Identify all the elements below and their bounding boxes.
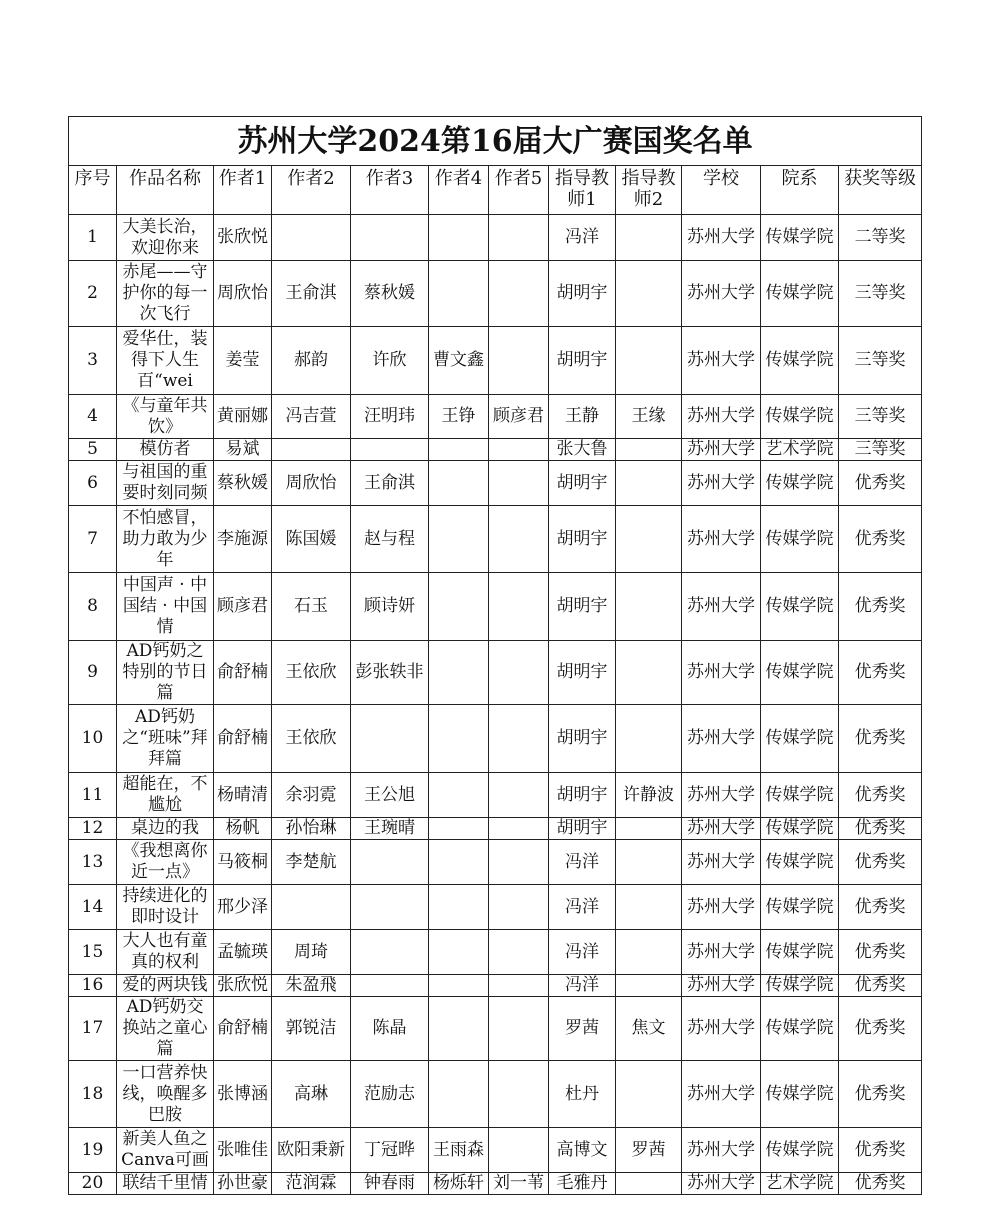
advisor-1-cell: 罗茜	[549, 997, 616, 1061]
author-5-cell	[489, 997, 549, 1061]
author-5-cell	[489, 461, 549, 506]
department-cell: 传媒学院	[761, 327, 839, 395]
author-5-cell	[489, 215, 549, 261]
table-row	[69, 840, 922, 885]
author-3-cell	[351, 705, 429, 773]
advisor-1-cell: 冯洋	[549, 975, 616, 997]
table-row	[69, 641, 922, 705]
author-2-cell: 陈国媛	[272, 506, 351, 573]
advisor-1-cell: 胡明宇	[549, 773, 616, 818]
department-cell: 传媒学院	[761, 215, 839, 261]
department-cell: 传媒学院	[761, 997, 839, 1061]
table-row	[69, 506, 922, 573]
department-cell: 传媒学院	[761, 261, 839, 327]
author-5-cell: 顾彦君	[489, 395, 549, 439]
row-number-cell: 20	[69, 1173, 117, 1195]
table-row	[69, 773, 922, 818]
work-title-cell: 模仿者	[117, 439, 214, 461]
advisor-1-cell: 胡明宇	[549, 818, 616, 840]
header-cell: 院系	[761, 166, 839, 215]
advisor-1-cell: 王静	[549, 395, 616, 439]
table-row	[69, 705, 922, 773]
author-2-cell: 王依欣	[272, 641, 351, 705]
school-cell: 苏州大学	[682, 461, 761, 506]
header-cell: 指导教师1	[549, 166, 616, 215]
advisor-1-cell: 杜丹	[549, 1061, 616, 1128]
header-cell: 指导教师2	[616, 166, 682, 215]
work-title-cell: AD钙奶之“班味”拜拜篇	[117, 705, 214, 773]
advisor-1-cell: 冯洋	[549, 840, 616, 885]
author-4-cell	[429, 641, 489, 705]
header-cell: 学校	[682, 166, 761, 215]
author-3-cell: 汪明玮	[351, 395, 429, 439]
award-level-cell: 三等奖	[839, 327, 922, 395]
author-1-cell: 孟毓瑛	[214, 930, 272, 975]
work-title-cell: 大美长治，欢迎你来	[117, 215, 214, 261]
work-title-cell: 一口营养快线，唤醒多巴胺	[117, 1061, 214, 1128]
header-cell: 作品名称	[117, 166, 214, 215]
author-2-cell: 王俞淇	[272, 261, 351, 327]
advisor-2-cell	[616, 261, 682, 327]
advisor-2-cell	[616, 705, 682, 773]
author-5-cell	[489, 818, 549, 840]
table-row	[69, 975, 922, 997]
author-3-cell	[351, 930, 429, 975]
row-number-cell: 16	[69, 975, 117, 997]
school-cell: 苏州大学	[682, 1061, 761, 1128]
department-cell: 传媒学院	[761, 461, 839, 506]
award-level-cell: 三等奖	[839, 439, 922, 461]
school-cell: 苏州大学	[682, 885, 761, 930]
author-5-cell	[489, 573, 549, 641]
award-level-cell: 优秀奖	[839, 705, 922, 773]
school-cell: 苏州大学	[682, 1173, 761, 1195]
award-level-cell: 优秀奖	[839, 885, 922, 930]
row-number-cell: 1	[69, 215, 117, 261]
advisor-2-cell	[616, 975, 682, 997]
department-cell: 传媒学院	[761, 885, 839, 930]
author-3-cell: 赵与程	[351, 506, 429, 573]
award-level-cell: 二等奖	[839, 215, 922, 261]
award-list-sheet	[68, 116, 921, 1195]
advisor-2-cell: 王缘	[616, 395, 682, 439]
author-5-cell	[489, 1128, 549, 1173]
author-2-cell	[272, 215, 351, 261]
author-2-cell: 王依欣	[272, 705, 351, 773]
school-cell: 苏州大学	[682, 975, 761, 997]
advisor-1-cell: 胡明宇	[549, 461, 616, 506]
author-4-cell	[429, 773, 489, 818]
author-3-cell	[351, 439, 429, 461]
work-title-cell: 爱的两块钱	[117, 975, 214, 997]
author-2-cell: 郝韵	[272, 327, 351, 395]
school-cell: 苏州大学	[682, 506, 761, 573]
award-level-cell: 三等奖	[839, 261, 922, 327]
author-5-cell	[489, 773, 549, 818]
author-4-cell	[429, 705, 489, 773]
author-5-cell	[489, 885, 549, 930]
advisor-2-cell: 罗茜	[616, 1128, 682, 1173]
advisor-2-cell	[616, 439, 682, 461]
row-number-cell: 3	[69, 327, 117, 395]
award-level-cell: 优秀奖	[839, 461, 922, 506]
author-1-cell: 俞舒楠	[214, 705, 272, 773]
work-title-cell: 与祖国的重要时刻同频	[117, 461, 214, 506]
school-cell: 苏州大学	[682, 818, 761, 840]
school-cell: 苏州大学	[682, 840, 761, 885]
author-3-cell	[351, 840, 429, 885]
author-1-cell: 周欣怡	[214, 261, 272, 327]
advisor-2-cell: 焦文	[616, 997, 682, 1061]
header-cell: 作者5	[489, 166, 549, 215]
advisor-2-cell	[616, 641, 682, 705]
department-cell: 艺术学院	[761, 439, 839, 461]
work-title-cell: 不怕感冒，助力敢为少年	[117, 506, 214, 573]
department-cell: 传媒学院	[761, 840, 839, 885]
advisor-2-cell	[616, 461, 682, 506]
work-title-cell: 联结千里情	[117, 1173, 214, 1195]
advisor-1-cell: 胡明宇	[549, 327, 616, 395]
advisor-2-cell	[616, 840, 682, 885]
department-cell: 传媒学院	[761, 705, 839, 773]
author-1-cell: 顾彦君	[214, 573, 272, 641]
author-1-cell: 孙世豪	[214, 1173, 272, 1195]
work-title-cell: AD钙奶交换站之童心篇	[117, 997, 214, 1061]
author-4-cell	[429, 506, 489, 573]
school-cell: 苏州大学	[682, 439, 761, 461]
school-cell: 苏州大学	[682, 930, 761, 975]
author-2-cell: 余羽霓	[272, 773, 351, 818]
author-5-cell	[489, 975, 549, 997]
award-level-cell: 优秀奖	[839, 930, 922, 975]
author-4-cell	[429, 573, 489, 641]
table-row	[69, 327, 922, 395]
row-number-cell: 13	[69, 840, 117, 885]
header-cell: 作者2	[272, 166, 351, 215]
author-2-cell: 高琳	[272, 1061, 351, 1128]
author-4-cell	[429, 1061, 489, 1128]
table-row	[69, 930, 922, 975]
advisor-1-cell: 胡明宇	[549, 641, 616, 705]
author-4-cell	[429, 461, 489, 506]
work-title-cell: 超能在，不尴尬	[117, 773, 214, 818]
department-cell: 传媒学院	[761, 573, 839, 641]
author-1-cell: 邢少泽	[214, 885, 272, 930]
author-2-cell	[272, 885, 351, 930]
department-cell: 传媒学院	[761, 641, 839, 705]
department-cell: 传媒学院	[761, 506, 839, 573]
author-5-cell	[489, 840, 549, 885]
author-5-cell	[489, 261, 549, 327]
table-row	[69, 439, 922, 461]
author-4-cell: 杨烁轩	[429, 1173, 489, 1195]
advisor-2-cell	[616, 215, 682, 261]
advisor-1-cell: 冯洋	[549, 215, 616, 261]
school-cell: 苏州大学	[682, 573, 761, 641]
row-number-cell: 5	[69, 439, 117, 461]
school-cell: 苏州大学	[682, 997, 761, 1061]
department-cell: 传媒学院	[761, 395, 839, 439]
author-4-cell	[429, 215, 489, 261]
author-2-cell: 孙怡琳	[272, 818, 351, 840]
work-title-cell: AD钙奶之特别的节日篇	[117, 641, 214, 705]
advisor-2-cell	[616, 818, 682, 840]
advisor-1-cell: 胡明宇	[549, 261, 616, 327]
school-cell: 苏州大学	[682, 327, 761, 395]
award-level-cell: 优秀奖	[839, 975, 922, 997]
work-title-cell: 赤尾——守护你的每一次飞行	[117, 261, 214, 327]
award-level-cell: 优秀奖	[839, 997, 922, 1061]
header-cell: 作者3	[351, 166, 429, 215]
author-1-cell: 蔡秋媛	[214, 461, 272, 506]
header-cell: 序号	[69, 166, 117, 215]
table-row	[69, 885, 922, 930]
advisor-2-cell	[616, 930, 682, 975]
advisor-2-cell	[616, 1061, 682, 1128]
author-1-cell: 黄丽娜	[214, 395, 272, 439]
advisor-2-cell	[616, 506, 682, 573]
author-2-cell: 周欣怡	[272, 461, 351, 506]
work-title-cell: 爱华仕，装得下人生百“wei	[117, 327, 214, 395]
table-row	[69, 1061, 922, 1128]
row-number-cell: 10	[69, 705, 117, 773]
row-number-cell: 19	[69, 1128, 117, 1173]
author-3-cell: 彭张轶非	[351, 641, 429, 705]
author-1-cell: 张欣悦	[214, 215, 272, 261]
author-1-cell: 姜莹	[214, 327, 272, 395]
table-row	[69, 461, 922, 506]
department-cell: 艺术学院	[761, 1173, 839, 1195]
author-2-cell	[272, 439, 351, 461]
author-1-cell: 张博涵	[214, 1061, 272, 1128]
table-row	[69, 261, 922, 327]
author-5-cell: 刘一苇	[489, 1173, 549, 1195]
author-1-cell: 张欣悦	[214, 975, 272, 997]
table-row	[69, 573, 922, 641]
row-number-cell: 7	[69, 506, 117, 573]
award-level-cell: 优秀奖	[839, 840, 922, 885]
work-title-cell: 中国声 · 中国结 · 中国情	[117, 573, 214, 641]
advisor-2-cell	[616, 327, 682, 395]
author-3-cell	[351, 975, 429, 997]
table-row	[69, 1173, 922, 1195]
table-row	[69, 818, 922, 840]
author-1-cell: 李施源	[214, 506, 272, 573]
author-3-cell: 蔡秋媛	[351, 261, 429, 327]
school-cell: 苏州大学	[682, 705, 761, 773]
author-5-cell	[489, 641, 549, 705]
award-level-cell: 优秀奖	[839, 773, 922, 818]
row-number-cell: 9	[69, 641, 117, 705]
author-5-cell	[489, 930, 549, 975]
author-1-cell: 俞舒楠	[214, 641, 272, 705]
advisor-1-cell: 胡明宇	[549, 573, 616, 641]
school-cell: 苏州大学	[682, 641, 761, 705]
header-cell: 作者1	[214, 166, 272, 215]
advisor-2-cell	[616, 573, 682, 641]
author-2-cell: 周琦	[272, 930, 351, 975]
award-level-cell: 优秀奖	[839, 1128, 922, 1173]
author-1-cell: 张唯佳	[214, 1128, 272, 1173]
award-level-cell: 优秀奖	[839, 641, 922, 705]
work-title-cell: 大人也有童真的权利	[117, 930, 214, 975]
row-number-cell: 6	[69, 461, 117, 506]
author-2-cell: 欧阳秉新	[272, 1128, 351, 1173]
department-cell: 传媒学院	[761, 1061, 839, 1128]
department-cell: 传媒学院	[761, 773, 839, 818]
work-title-cell: 《我想离你近一点》	[117, 840, 214, 885]
author-5-cell	[489, 705, 549, 773]
award-level-cell: 优秀奖	[839, 1061, 922, 1128]
author-5-cell	[489, 327, 549, 395]
author-4-cell	[429, 840, 489, 885]
author-3-cell: 丁冠晔	[351, 1128, 429, 1173]
header-cell: 作者4	[429, 166, 489, 215]
author-2-cell: 范润霖	[272, 1173, 351, 1195]
author-1-cell: 杨晴清	[214, 773, 272, 818]
author-4-cell	[429, 261, 489, 327]
department-cell: 传媒学院	[761, 930, 839, 975]
author-1-cell: 俞舒楠	[214, 997, 272, 1061]
award-table	[68, 116, 922, 1195]
author-1-cell: 马筱桐	[214, 840, 272, 885]
advisor-1-cell: 胡明宇	[549, 705, 616, 773]
advisor-1-cell: 冯洋	[549, 885, 616, 930]
page-title: 苏州大学2024第16届大广赛国奖名单	[69, 117, 922, 166]
table-row	[69, 1128, 922, 1173]
author-3-cell: 许欣	[351, 327, 429, 395]
work-title-cell: 《与童年共饮》	[117, 395, 214, 439]
row-number-cell: 11	[69, 773, 117, 818]
department-cell: 传媒学院	[761, 818, 839, 840]
author-2-cell: 冯吉萱	[272, 395, 351, 439]
author-1-cell: 易斌	[214, 439, 272, 461]
row-number-cell: 4	[69, 395, 117, 439]
table-row	[69, 997, 922, 1061]
advisor-1-cell: 高博文	[549, 1128, 616, 1173]
award-level-cell: 优秀奖	[839, 818, 922, 840]
work-title-cell: 桌边的我	[117, 818, 214, 840]
row-number-cell: 8	[69, 573, 117, 641]
department-cell: 传媒学院	[761, 1128, 839, 1173]
school-cell: 苏州大学	[682, 1128, 761, 1173]
author-3-cell: 范励志	[351, 1061, 429, 1128]
author-5-cell	[489, 439, 549, 461]
advisor-2-cell	[616, 1173, 682, 1195]
header-cell: 获奖等级	[839, 166, 922, 215]
author-3-cell: 钟春雨	[351, 1173, 429, 1195]
author-4-cell: 王雨森	[429, 1128, 489, 1173]
school-cell: 苏州大学	[682, 395, 761, 439]
author-4-cell	[429, 930, 489, 975]
award-level-cell: 优秀奖	[839, 506, 922, 573]
author-3-cell: 王公旭	[351, 773, 429, 818]
advisor-1-cell: 张大鲁	[549, 439, 616, 461]
advisor-1-cell: 毛雅丹	[549, 1173, 616, 1195]
advisor-1-cell: 胡明宇	[549, 506, 616, 573]
author-5-cell	[489, 506, 549, 573]
row-number-cell: 12	[69, 818, 117, 840]
row-number-cell: 18	[69, 1061, 117, 1128]
table-row	[69, 395, 922, 439]
author-2-cell: 李楚航	[272, 840, 351, 885]
author-3-cell	[351, 885, 429, 930]
author-1-cell: 杨帆	[214, 818, 272, 840]
row-number-cell: 15	[69, 930, 117, 975]
advisor-1-cell: 冯洋	[549, 930, 616, 975]
author-4-cell	[429, 975, 489, 997]
author-2-cell: 石玉	[272, 573, 351, 641]
school-cell: 苏州大学	[682, 215, 761, 261]
author-4-cell	[429, 439, 489, 461]
author-4-cell	[429, 885, 489, 930]
row-number-cell: 2	[69, 261, 117, 327]
author-4-cell: 王铮	[429, 395, 489, 439]
author-3-cell: 王琬晴	[351, 818, 429, 840]
header-row	[69, 166, 922, 215]
work-title-cell: 持续进化的即时设计	[117, 885, 214, 930]
author-4-cell: 曹文鑫	[429, 327, 489, 395]
author-3-cell: 顾诗妍	[351, 573, 429, 641]
award-level-cell: 优秀奖	[839, 573, 922, 641]
author-2-cell: 郭锐洁	[272, 997, 351, 1061]
department-cell: 传媒学院	[761, 975, 839, 997]
author-2-cell: 朱盈飛	[272, 975, 351, 997]
school-cell: 苏州大学	[682, 773, 761, 818]
row-number-cell: 17	[69, 997, 117, 1061]
author-4-cell	[429, 818, 489, 840]
school-cell: 苏州大学	[682, 261, 761, 327]
advisor-2-cell: 许静波	[616, 773, 682, 818]
row-number-cell: 14	[69, 885, 117, 930]
table-row	[69, 215, 922, 261]
author-3-cell: 陈晶	[351, 997, 429, 1061]
author-3-cell: 王俞淇	[351, 461, 429, 506]
advisor-2-cell	[616, 885, 682, 930]
author-4-cell	[429, 997, 489, 1061]
author-3-cell	[351, 215, 429, 261]
work-title-cell: 新美人鱼之Canva可画	[117, 1128, 214, 1173]
author-5-cell	[489, 1061, 549, 1128]
award-level-cell: 优秀奖	[839, 1173, 922, 1195]
award-level-cell: 三等奖	[839, 395, 922, 439]
